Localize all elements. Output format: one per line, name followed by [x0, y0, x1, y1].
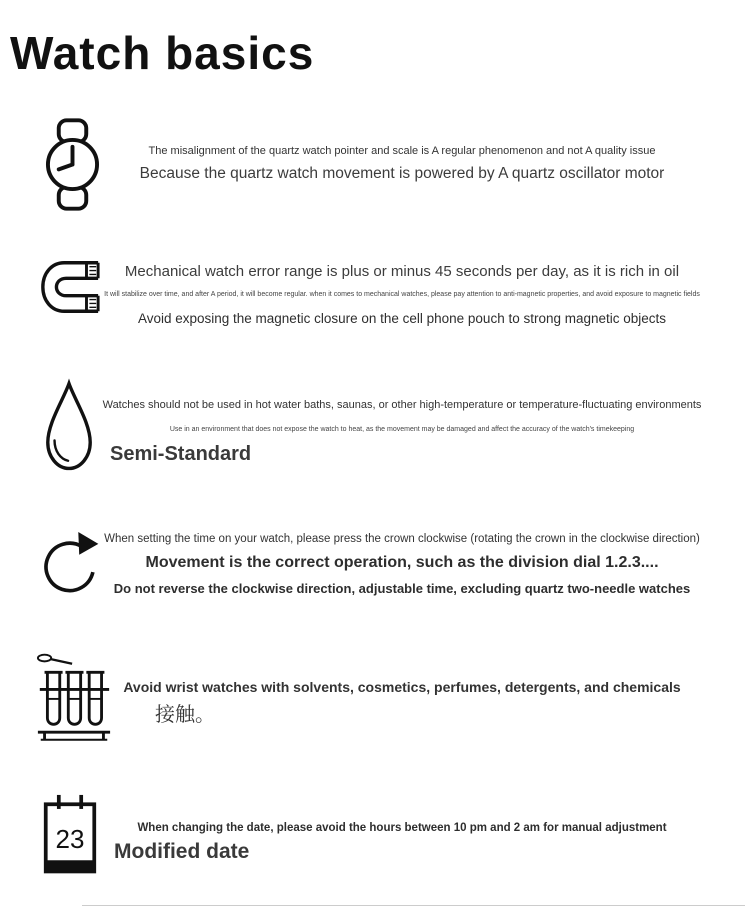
quartz-note-line: The misalignment of the quartz watch pointer and scale is A regular phenomenon and not A quality issue [148, 145, 656, 157]
temperature-main-line: Watches should not be used in hot water baths, saunas, or other high-temperature or temperature-fluctuating environments [102, 399, 702, 411]
chemicals-main-line: Avoid wrist watches with solvents, cosmetics, perfumes, detergents, and chemicals [123, 679, 681, 695]
crown-warning-line: Do not reverse the clockwise direction, adjustable time, excluding quartz two-needle watches [113, 581, 691, 596]
magnet-warning-line: Avoid exposing the magnetic closure on the cell phone pouch to strong magnetic objects [137, 311, 667, 326]
magnet-main-line: Mechanical watch error range is plus or minus 45 seconds per day, as it is rich in oil [124, 263, 680, 280]
crown-note-line: When setting the time on your watch, please press the crown clockwise (rotating the crown in the clockwise direction) [104, 533, 700, 545]
semi-standard-heading: Semi-Standard [110, 443, 252, 465]
bottom-divider [82, 905, 745, 906]
quartz-main-line: Because the quartz watch movement is powered by A quartz oscillator motor [139, 165, 665, 182]
date-note-line: When changing the date, please avoid the hours between 10 pm and 2 am for manual adjustment [137, 822, 667, 834]
test-tubes-icon [36, 648, 112, 746]
calendar-day-number: 23 [55, 824, 85, 854]
page-title: Watch basics [10, 27, 315, 79]
chemicals-cjk-line: 接触。 [155, 704, 215, 726]
crown-main-line: Movement is the correct operation, such as the division dial 1.2.3.... [145, 554, 659, 571]
magnet-note-line: It will stabilize over time, and after A period, it will become regular. when it comes to mechanical watches, please pay attention to anti-magnetic properties, and avoid exposure to magnetic fields [104, 291, 700, 298]
modified-date-heading: Modified date [114, 840, 250, 863]
temperature-note-line: Use in an environment that does not expose the watch to heat, as the movement may be damaged and affect the accuracy of the watch's timekeeping [169, 426, 635, 433]
